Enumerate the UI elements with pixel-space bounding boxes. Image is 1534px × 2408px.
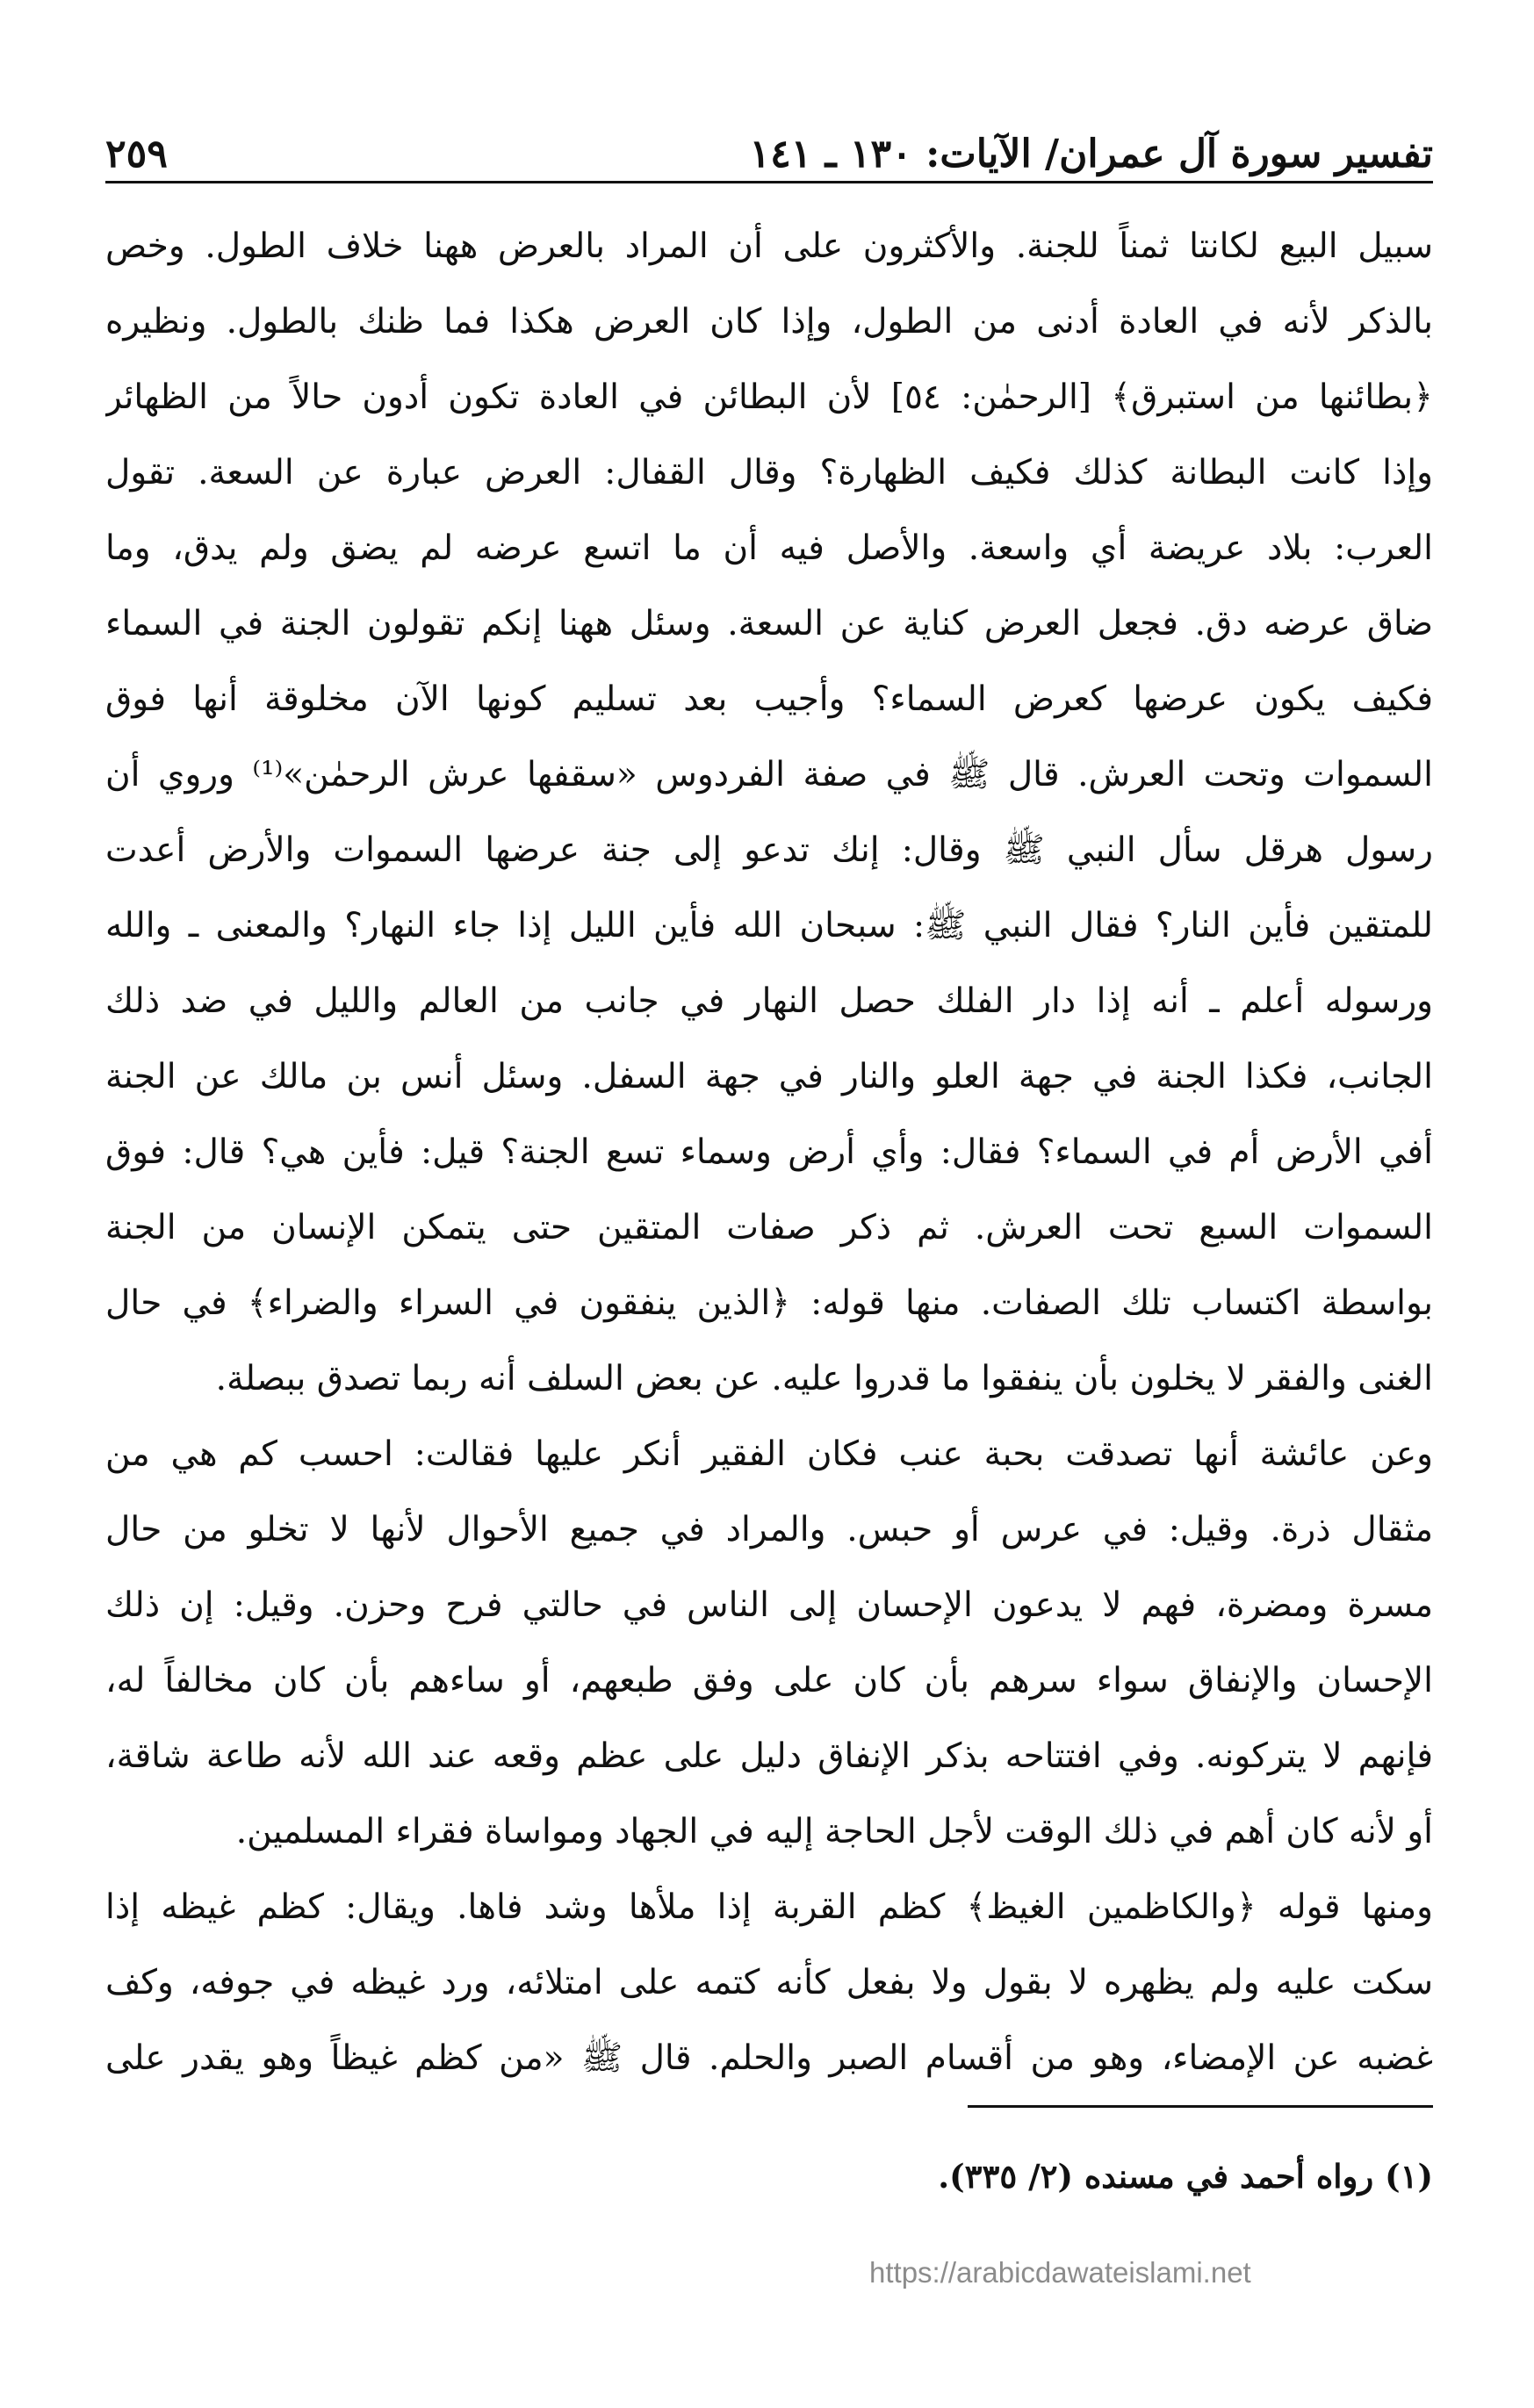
text-line: الجانب، فكذا الجنة في جهة العلو والنار في جهة السفل. وسئل أنس بن مالك عن الجنة [105,1057,1433,1096]
page-number: ٢٥٩ [105,132,168,176]
text-line: ومنها قوله ﴿والكاظمين الغيظ﴾ كظم القربة إذا ملأها وشد فاها. ويقال: كظم غيظه إذا [105,1887,1433,1927]
text-line: أو لأنه كان أهم في ذلك الوقت لأجل الحاجة إليه في الجهاد ومواساة فقراء المسلمين. [235,1812,1433,1851]
text-line: ورسوله أعلم ـ أنه إذا دار الفلك حصل النهار في جانب من العالم والليل في ضد ذلك [105,981,1433,1021]
text-line: للمتقين فأين النار؟ فقال النبي ﷺ: سبحان الله فأين الليل إذا جاء النهار؟ والمعنى ـ والله [105,906,1433,945]
running-title: تفسير سورة آل عمران/ الآيات: ١٣٠ ـ ١٤١ [749,132,1433,176]
text-line: مسرة ومضرة، فهم لا يدعون الإحسان إلى الناس في حالتي فرح وحزن. وقيل: إن ذلك [105,1585,1433,1625]
text-line: فإنهم لا يتركونه. وفي افتتاحه بذكر الإنفاق دليل على عظم وقعه عند الله لأنه طاعة شاقة، [105,1736,1433,1776]
text-line: الغنى والفقر لا يخلون بأن ينفقوا ما قدروا عليه. عن بعض السلف أنه ربما تصدق ببصلة. [215,1359,1433,1398]
text-line: السموات وتحت العرش. قال ﷺ في صفة الفردوس «سقفها عرش الرحمٰن»⁽¹⁾ وروي أن [105,755,1433,794]
text-line: وعن عائشة أنها تصدقت بحبة عنب فكان الفقير أنكر عليها فقالت: احسب كم هي من [105,1434,1433,1474]
text-line: بالذكر لأنه في العادة أدنى من الطول، وإذا كان العرض هكذا فما ظنك بالطول. ونظيره [105,302,1433,341]
footnote: (١) رواه أحمد في مسنده (٢/ ٣٣٥). [938,2157,1433,2196]
footnote-divider [968,2105,1433,2108]
watermark-url: https://arabicdawateislami.net [869,2256,1251,2289]
text-line: فكيف يكون عرضها كعرض السماء؟ وأجيب بعد تسليم كونها الآن مخلوقة أنها فوق [105,679,1433,719]
text-line: العرب: بلاد عريضة أي واسعة. والأصل فيه أن ما اتسع عرضه لم يضق ولم يدق، وما [105,528,1433,568]
text-line: أفي الأرض أم في السماء؟ فقال: وأي أرض وسماء تسع الجنة؟ قيل: فأين هي؟ قال: فوق [105,1132,1433,1172]
text-line: السموات السبع تحت العرش. ثم ذكر صفات المتقين حتى يتمكن الإنسان من الجنة [105,1208,1433,1247]
text-line: بواسطة اكتساب تلك الصفات. منها قوله: ﴿الذين ينفقون في السراء والضراء﴾ في حال [105,1283,1433,1323]
text-line: ﴿بطائنها من استبرق﴾ [الرحمٰن: ٥٤] لأن البطائن في العادة تكون أدون حالاً من الظهائر [105,377,1433,417]
text-line: الإحسان والإنفاق سواء سرهم بأن كان على وفق طبعهم، أو ساءهم بأن كان مخالفاً له، [105,1661,1433,1700]
text-line: غضبه عن الإمضاء، وهو من أقسام الصبر والحلم. قال ﷺ «من كظم غيظاً وهو يقدر على [105,2038,1433,2078]
text-line: مثقال ذرة. وقيل: في عرس أو حبس. والمراد في جميع الأحوال لأنها لا تخلو من حال [105,1510,1433,1549]
text-line: ضاق عرضه دق. فجعل العرض كناية عن السعة. وسئل ههنا إنكم تقولون الجنة في السماء [105,604,1433,643]
page-header [105,112,1433,183]
body-text [105,209,1433,2096]
text-line: وإذا كانت البطانة كذلك فكيف الظهارة؟ وقال القفال: العرض عبارة عن السعة. تقول [105,453,1433,492]
text-line: سكت عليه ولم يظهره لا بقول ولا بفعل كأنه كتمه على امتلائه، ورد غيظه في جوفه، وكف [105,1963,1433,2002]
text-line: سبيل البيع لكانتا ثمناً للجنة. والأكثرون على أن المراد بالعرض ههنا خلاف الطول. وخص [105,226,1433,266]
text-line: رسول هرقل سأل النبي ﷺ وقال: إنك تدعو إلى جنة عرضها السموات والأرض أعدت [105,830,1433,870]
